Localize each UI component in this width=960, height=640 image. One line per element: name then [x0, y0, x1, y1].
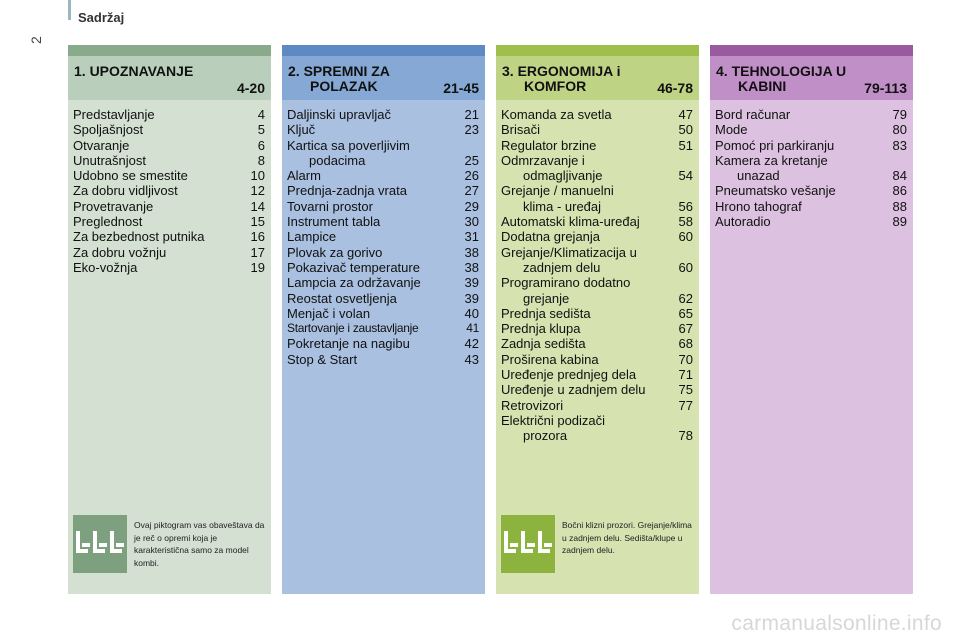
toc-entry[interactable] [287, 138, 479, 169]
page-number: 2 [28, 36, 44, 44]
toc-entry-page: 42 [464, 336, 479, 352]
toc-entry[interactable] [715, 138, 907, 153]
toc-entry[interactable] [287, 321, 479, 336]
chapter-title: 3. ERGONOMIJA i [502, 63, 621, 79]
toc-entry-label-line1: Lampice [287, 229, 337, 245]
toc-entry[interactable] [287, 107, 479, 122]
toc-entry-page: 15 [250, 214, 265, 230]
toc-entry-label [715, 122, 885, 137]
toc-entry[interactable] [715, 214, 907, 229]
toc-entry-page: 29 [464, 198, 479, 214]
chapter-column-3 [496, 45, 699, 594]
toc-entry-page: 79 [892, 107, 907, 122]
toc-entry-label-line1: Dodatna grejanja [501, 229, 601, 245]
toc-entry-page: 8 [257, 152, 265, 168]
toc-entry-label-line1: Predstavljanje [73, 107, 155, 122]
toc-entry-label-line1: Električni podizači [501, 412, 606, 428]
toc-entry-label [287, 321, 457, 336]
toc-entry[interactable] [73, 214, 265, 229]
page-title: Sadržaj [78, 10, 125, 25]
toc-entry[interactable] [501, 122, 693, 137]
toc-entry-label [501, 321, 671, 336]
toc-entry-label [73, 245, 243, 260]
toc-list [287, 107, 479, 367]
toc-entry-label [501, 306, 671, 321]
chapter-page-range: 46-78 [657, 80, 693, 96]
toc-entry-label-line1: Regulator brzine [501, 137, 597, 153]
chapter-page-range: 79-113 [864, 80, 907, 96]
toc-entry[interactable] [73, 229, 265, 244]
toc-entry[interactable] [715, 199, 907, 214]
toc-entry-label [501, 352, 671, 367]
toc-entry-page: 38 [464, 244, 479, 260]
toc-entry[interactable] [501, 413, 693, 444]
toc-entry-page: 12 [250, 183, 265, 199]
toc-entry-label-line2: zadnjem delu [523, 259, 601, 275]
toc-entry-label-line1: Spoljašnjost [73, 122, 144, 138]
toc-entry-page: 43 [464, 351, 479, 367]
toc-entry-label-line1: Alarm [287, 168, 321, 184]
toc-entry[interactable] [501, 321, 693, 336]
toc-entry[interactable] [287, 183, 479, 198]
chapter-items [282, 100, 485, 594]
toc-entry-page: 10 [250, 168, 265, 184]
toc-entry-label-line1: Prednja klupa [501, 321, 581, 337]
toc-entry[interactable] [73, 153, 265, 168]
toc-entry-page: 62 [678, 290, 693, 306]
toc-entry-label [73, 153, 243, 168]
toc-entry[interactable] [501, 214, 693, 229]
toc-entry-label-line1: Provetravanje [73, 198, 154, 214]
toc-entry-label-line1: Pomoć pri parkiranju [715, 137, 835, 153]
toc-entry-label [501, 122, 671, 137]
chapter-column-4 [710, 45, 913, 594]
toc-entry-label [501, 275, 671, 306]
toc-entry-label [501, 153, 671, 184]
toc-entry-label-line1: Tovarni prostor [287, 198, 373, 214]
seats-pictogram-icon [501, 515, 555, 573]
toc-entry-label-line2: klima - uređaj [523, 198, 602, 214]
toc-entry-label [287, 229, 457, 244]
toc-entry-label-line1: Prednja-zadnja vrata [287, 183, 407, 199]
toc-entry-label-line2: grejanje [523, 290, 570, 306]
toc-entry[interactable] [715, 183, 907, 198]
toc-entry-label [287, 168, 457, 183]
toc-entry-label [501, 367, 671, 382]
toc-entry[interactable] [501, 382, 693, 397]
toc-entry[interactable] [501, 306, 693, 321]
toc-entry-page: 40 [464, 305, 479, 321]
toc-entry-label-line1: Kartica sa poverljivim [287, 137, 410, 153]
toc-entry-label-line1: Programirano dodatno [501, 275, 631, 291]
chapter-items [496, 100, 699, 594]
toc-entry-page: 39 [464, 290, 479, 306]
toc-entry-label-line1: Ključ [287, 122, 316, 138]
toc-entry-label [287, 352, 457, 367]
toc-entry[interactable] [501, 275, 693, 306]
toc-entry[interactable] [73, 168, 265, 183]
toc-entry[interactable] [287, 229, 479, 244]
toc-entry[interactable] [287, 306, 479, 321]
toc-entry-label-line1: Lampcia za održavanje [287, 275, 421, 291]
toc-entry-label [501, 398, 671, 413]
toc-entry[interactable] [73, 183, 265, 198]
toc-entry-label [73, 183, 243, 198]
toc-entry-page: 17 [250, 244, 265, 260]
toc-entry-label [73, 122, 243, 137]
toc-entry-label-line1: Pneumatsko vešanje [715, 183, 836, 199]
toc-entry-label-line1: Menjač i volan [287, 305, 371, 321]
chapter-color-bar [68, 45, 271, 56]
toc-entry-label-line1: Grejanje/Klimatizacija u [501, 244, 637, 260]
toc-entry-page: 54 [678, 168, 693, 184]
toc-entry-label-line1: Reostat osvetljenja [287, 290, 397, 306]
toc-entry-label-line1: Autoradio [715, 214, 771, 230]
toc-entry[interactable] [501, 107, 693, 122]
chapter-color-bar [496, 45, 699, 56]
chapter-items [68, 100, 271, 594]
toc-entry-label [287, 107, 457, 122]
toc-entry-page: 4 [257, 107, 265, 122]
toc-entry-label [287, 245, 457, 260]
toc-entry-page: 60 [678, 259, 693, 275]
toc-entry[interactable] [73, 260, 265, 275]
toc-entry-label [715, 153, 885, 184]
toc-entry[interactable] [715, 107, 907, 122]
toc-entry-label [287, 291, 457, 306]
watermark: carmanualsonline.info [731, 612, 942, 635]
toc-entry-label-line1: Daljinski upravljač [287, 107, 392, 122]
toc-entry-label-line1: Za dobru vidljivost [73, 183, 178, 199]
toc-entry[interactable] [715, 153, 907, 184]
chapter-title: 1. UPOZNAVANJE [74, 63, 194, 79]
toc-entry-label-line1: Otvaranje [73, 137, 130, 153]
toc-entry-label [73, 107, 243, 122]
chapter-title: 2. SPREMNI ZA [288, 63, 390, 79]
chapter-column-2 [282, 45, 485, 594]
toc-entry-label [715, 199, 885, 214]
toc-list [715, 107, 907, 229]
chapter-page-range: 4-20 [236, 80, 265, 96]
toc-entry-label-line2: podacima [309, 152, 366, 168]
chapter-header[interactable] [68, 56, 271, 100]
toc-entry-label-line1: Odmrzavanje i [501, 152, 585, 168]
toc-entry-page: 75 [678, 382, 693, 398]
toc-entry-page: 47 [678, 107, 693, 122]
toc-entry-page: 88 [892, 198, 907, 214]
toc-entry-label-line1: Mode [715, 122, 748, 138]
toc-entry-label [715, 214, 885, 229]
toc-entry-label-line2: prozora [523, 428, 568, 444]
toc-entry-page: 39 [464, 275, 479, 291]
toc-entry[interactable] [73, 122, 265, 137]
toc-entry-label-line1: Retrovizori [501, 397, 564, 413]
toc-entry-label [501, 214, 671, 229]
toc-entry-label [73, 138, 243, 153]
note-text: Ovaj piktogram vas obaveštava da je reč o opremi koja je karakteristična samo za model kombi. [134, 520, 265, 568]
toc-entry-label [501, 138, 671, 153]
seats-pictogram-icon [73, 515, 127, 573]
chapter-header[interactable] [710, 56, 913, 100]
toc-entry-label [73, 260, 243, 275]
toc-entry[interactable] [287, 260, 479, 275]
toc-entry-label-line2: odmagljivanje [523, 168, 603, 184]
toc-entry-page: 38 [464, 259, 479, 275]
toc-entry-label-line1: Zadnja sedišta [501, 336, 586, 352]
toc-entry-page: 21 [464, 107, 479, 122]
toc-entry[interactable] [501, 138, 693, 153]
toc-entry-label-line1: Za dobru vožnju [73, 244, 167, 260]
chapter-header[interactable] [282, 56, 485, 100]
toc-entry-page: 14 [250, 198, 265, 214]
toc-entry-page: 71 [678, 367, 693, 383]
chapter-title-line2: KOMFOR [524, 78, 587, 94]
toc-entry-label [287, 199, 457, 214]
note-box [501, 515, 693, 577]
toc-entry-page: 78 [678, 428, 693, 444]
toc-entry-label-line1: Prednja sedišta [501, 305, 591, 321]
toc-entry-label [501, 183, 671, 214]
toc-entry-page: 25 [464, 152, 479, 168]
chapter-color-bar [282, 45, 485, 56]
toc-entry-page: 23 [464, 122, 479, 138]
toc-entry-label-line1: Uređenje prednjeg dela [501, 367, 637, 383]
toc-entry[interactable] [73, 107, 265, 122]
toc-entry[interactable] [73, 138, 265, 153]
header-rule [68, 0, 71, 20]
toc-entry-page: 80 [892, 122, 907, 138]
toc-entry-label-line1: Startovanje i zaustavljanje [287, 321, 419, 336]
toc-entry-label [501, 229, 671, 244]
toc-entry[interactable] [287, 352, 479, 367]
toc-entry-page: 31 [464, 229, 479, 245]
toc-entry-label [73, 199, 243, 214]
toc-entry-label-line1: Hrono tahograf [715, 198, 802, 214]
toc-entry-label [73, 229, 243, 244]
toc-entry-label-line1: Eko-vožnja [73, 259, 138, 275]
chapter-title: 4. TEHNOLOGIJA U [716, 63, 847, 79]
toc-entry-label [287, 122, 457, 137]
toc-entry[interactable] [287, 168, 479, 183]
toc-entry-page: 65 [678, 305, 693, 321]
toc-entry-label-line1: Brisači [501, 122, 541, 138]
chapter-items [710, 100, 913, 594]
toc-entry[interactable] [715, 122, 907, 137]
toc-entry[interactable] [287, 122, 479, 137]
toc-entry[interactable] [501, 245, 693, 276]
toc-entry[interactable] [501, 398, 693, 413]
note-box [73, 515, 265, 577]
toc-entry[interactable] [287, 245, 479, 260]
chapter-color-bar [710, 45, 913, 56]
toc-entry-label [287, 336, 457, 351]
toc-entry-page: 27 [464, 183, 479, 199]
toc-entry[interactable] [287, 291, 479, 306]
chapter-column-1 [68, 45, 271, 594]
toc-entry-label [73, 168, 243, 183]
toc-entry-page: 19 [250, 259, 265, 275]
chapter-title-line2: KABINI [738, 78, 787, 94]
toc-entry[interactable] [287, 199, 479, 214]
toc-entry-label [715, 138, 885, 153]
toc-entry-label [287, 306, 457, 321]
toc-entry-page: 41 [466, 321, 479, 336]
toc-entry-page: 56 [678, 198, 693, 214]
toc-entry-label [287, 275, 457, 290]
toc-entry[interactable] [73, 199, 265, 214]
toc-entry[interactable] [73, 245, 265, 260]
toc-entry-label [501, 107, 671, 122]
toc-entry-label-line1: Bord računar [715, 107, 791, 122]
toc-entry-label [715, 107, 885, 122]
toc-entry-label-line1: Instrument tabla [287, 214, 381, 230]
toc-entry-label-line1: Pokazivač temperature [287, 259, 420, 275]
toc-entry-page: 30 [464, 214, 479, 230]
toc-entry[interactable] [287, 336, 479, 351]
toc-entry-label [501, 413, 671, 444]
toc-entry[interactable] [501, 336, 693, 351]
toc-entry-label [73, 214, 243, 229]
toc-entry-label-line1: Stop & Start [287, 351, 358, 367]
toc-entry-label-line1: Unutrašnjost [73, 152, 146, 168]
toc-entry-label-line1: Preglednost [73, 214, 143, 230]
toc-entry-page: 86 [892, 183, 907, 199]
toc-list [501, 107, 693, 444]
chapter-page-range: 21-45 [443, 80, 479, 96]
toc-list [73, 107, 265, 275]
chapter-header[interactable] [496, 56, 699, 100]
toc-entry-page: 6 [257, 137, 265, 153]
toc-entry-page: 70 [678, 351, 693, 367]
toc-entry[interactable] [501, 367, 693, 382]
toc-entry-label-line1: Grejanje / manuelni [501, 183, 614, 199]
toc-entry-page: 77 [678, 397, 693, 413]
note-text: Bočni klizni prozori. Grejanje/klima u zadnjem delu. Sedišta/klupe u zadnjem delu. [562, 520, 692, 555]
toc-entry-label-line1: Proširena kabina [501, 351, 599, 367]
toc-entry-label-line1: Komanda za svetla [501, 107, 612, 122]
toc-entry-label [501, 382, 671, 397]
toc-entry-label-line1: Uređenje u zadnjem delu [501, 382, 646, 398]
toc-entry-page: 26 [464, 168, 479, 184]
toc-entry-label [501, 245, 671, 276]
toc-entry-label [287, 260, 457, 275]
toc-entry-page: 83 [892, 137, 907, 153]
toc-entry-label [287, 214, 457, 229]
toc-entry-label [287, 138, 457, 169]
toc-entry[interactable] [287, 214, 479, 229]
toc-entry-label-line1: Pokretanje na nagibu [287, 336, 410, 352]
toc-entry-label-line1: Kamera za kretanje [715, 152, 828, 168]
toc-entry-label [715, 183, 885, 198]
toc-entry-label [287, 183, 457, 198]
toc-entry-page: 67 [678, 321, 693, 337]
toc-entry[interactable] [501, 229, 693, 244]
toc-entry-page: 68 [678, 336, 693, 352]
toc-entry-label [501, 336, 671, 351]
chapter-title-line2: POLAZAK [310, 78, 378, 94]
toc-entry-page: 58 [678, 214, 693, 230]
toc-entry-label-line1: Plovak za gorivo [287, 244, 383, 260]
toc-entry-label-line2: unazad [737, 168, 780, 184]
toc-entry-label-line1: Automatski klima-uređaj [501, 214, 640, 230]
toc-entry[interactable] [287, 275, 479, 290]
toc-entry-page: 16 [250, 229, 265, 245]
toc-entry-page: 51 [678, 137, 693, 153]
toc-entry[interactable] [501, 183, 693, 214]
toc-entry-page: 50 [678, 122, 693, 138]
toc-entry[interactable] [501, 352, 693, 367]
toc-entry-page: 89 [892, 214, 907, 230]
toc-entry-page: 5 [257, 122, 265, 138]
toc-entry-page: 60 [678, 229, 693, 245]
toc-entry-label-line1: Udobno se smestite [73, 168, 188, 184]
toc-entry-page: 84 [892, 168, 907, 184]
toc-entry[interactable] [501, 153, 693, 184]
toc-entry-label-line1: Za bezbednost putnika [73, 229, 205, 245]
